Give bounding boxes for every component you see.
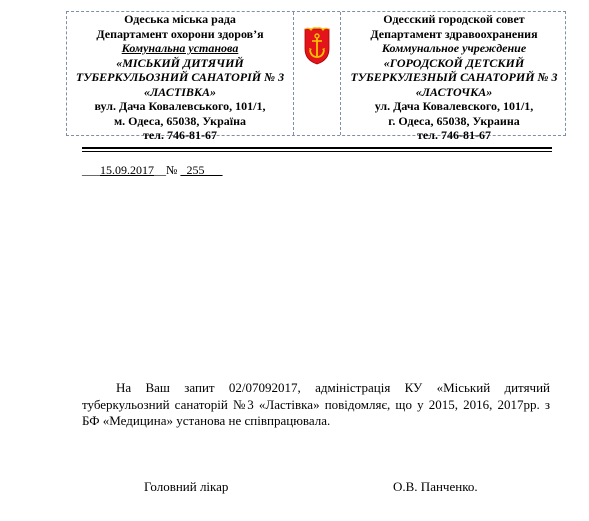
letterhead-frame [66,11,566,142]
address-city-ru: г. Одеса, 65038, Украина [388,113,520,128]
institution-name-ru-2: ТУБЕРКУЛЕЗНЫЙ САНАТОРИЙ № 3 [350,70,558,84]
signatory-name: О.В. Панченко. [393,479,478,494]
council-name-ua: Одеська міська рада [124,12,236,26]
address-city-ua: м. Одеса, 65038, Україна [113,113,247,128]
registration-date: 15.09.2017 [100,163,154,177]
letterhead-russian [341,12,567,143]
department-name-ru: Департамент здравоохранения [370,26,538,41]
institution-name-ru-3: «ЛАСТОЧКА» [415,84,493,99]
header-rule-thick [82,147,552,149]
header-rule-thin [82,151,552,152]
address-street-ua: вул. Дача Ковалевського, 101/1, [94,99,266,113]
signatory-title: Головний лікар [144,479,229,494]
council-name-ru: Одесский городской совет [383,12,525,26]
department-name-ua: Департамент охорони здоров’я [96,26,264,41]
institution-type-ru: Коммунальное учреждение [381,41,527,55]
address-street-ru: ул. Дача Ковалевского, 101/1, [374,99,534,113]
institution-name-ua-1: «МІСЬКИЙ ДИТЯЧИЙ [116,55,244,70]
letter-body [82,380,550,430]
institution-type-ua: Комунальна установа [121,41,239,55]
letterhead-ukrainian [67,12,293,143]
registration-gap: __ [154,163,166,177]
institution-name-ua-3: «ЛАСТІВКА» [143,84,217,99]
registration-number-label: № [166,163,178,177]
institution-name-ua-2: ТУБЕРКУЛЬОЗНИЙ САНАТОРІЙ № 3 [75,70,285,84]
odesa-coat-of-arms-icon [303,27,331,65]
letter-paragraph: На Ваш запит 02/07092017, адміністрація КУ «Міський дитячий туберкульозний санаторій №3 «Ластівка» повідомляє, що у 2015, 2016, 2017рр. з БФ «Медицина» установа не співпрацювала. [82,380,550,428]
institution-name-ru-1: «ГОРОДСКОЙ ДЕТСКИЙ [383,55,525,70]
phone-ua: тел. 746-81-67 [143,128,217,142]
registration-prefix: ___ [82,163,100,177]
registration-line [82,163,222,177]
registration-number: _255___ [180,163,223,177]
phone-ru: тел. 746-81-67 [417,128,491,142]
letterhead-divider-left [293,12,294,135]
